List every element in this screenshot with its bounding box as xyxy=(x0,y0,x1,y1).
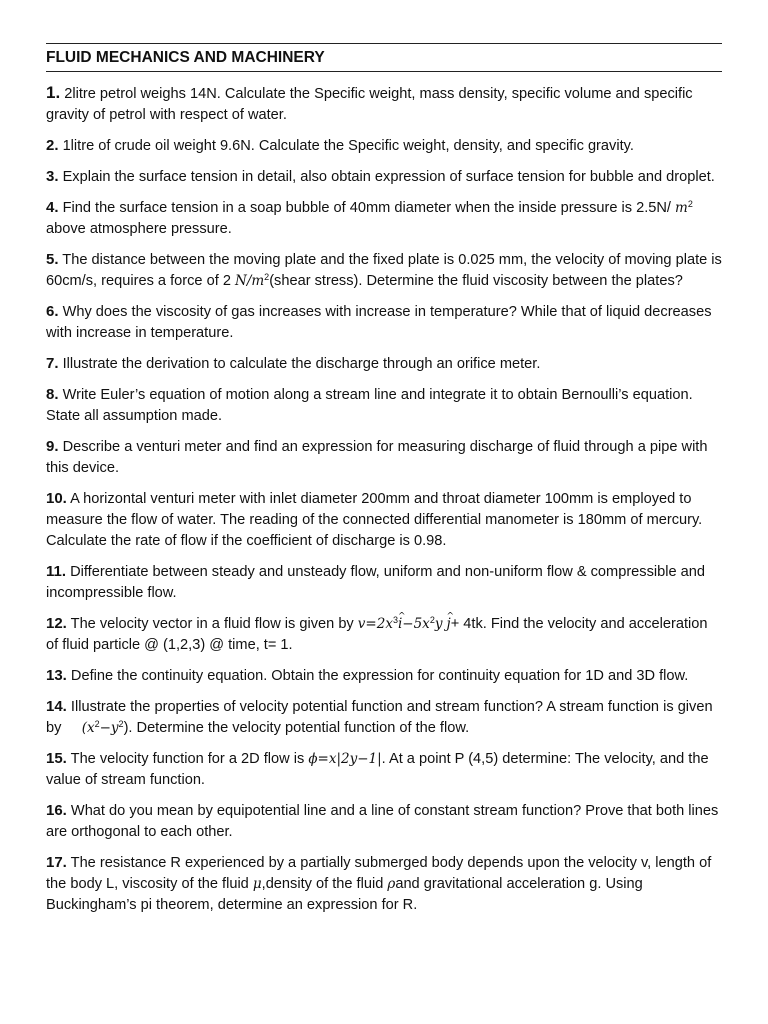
math-expression: −y xyxy=(99,720,119,736)
math-expression: ϕ=x|2y−1| xyxy=(308,751,382,767)
document-page xyxy=(46,43,722,925)
question-text: and gravitational acceleration g. Using Buckingham’s pi theorem, determine an expression for R. xyxy=(46,876,643,913)
question-number: 8. xyxy=(46,386,59,403)
exponent: 2 xyxy=(118,719,124,729)
question-text: Describe a venturi meter and find an expression for measuring discharge of fluid through a pipe with this device. xyxy=(46,439,708,476)
math-symbol: μ xyxy=(252,876,262,892)
question-text: ). Determine the velocity potential function of the flow. xyxy=(123,720,470,736)
question-4 xyxy=(46,197,722,240)
question-number: 12. xyxy=(46,615,67,632)
question-number: 15. xyxy=(46,750,67,767)
question-text: Define the continuity equation. Obtain the expression for continuity equation for 1D and 3D flow. xyxy=(66,668,689,684)
question-number: 10. xyxy=(46,490,67,507)
math-expression: y xyxy=(434,616,443,632)
question-text: Differentiate between steady and unsteady flow, uniform and non-uniform flow & compressible and incompressible flow. xyxy=(46,564,706,601)
question-number: 5. xyxy=(46,251,59,268)
question-1 xyxy=(46,82,722,126)
question-text: What do you mean by equipotential line and a line of constant stream function? Prove that both lines are orthogonal to each other. xyxy=(46,803,719,840)
question-text: ,density of the fluid xyxy=(261,876,388,892)
question-text: 2litre petrol weighs 14N. Calculate the Specific weight, mass density, specific volume and specific gravity of petrol with respect of water. xyxy=(46,86,693,123)
title-rule xyxy=(46,71,722,72)
question-text: The velocity function for a 2D flow is xyxy=(66,751,309,767)
math-expression: (x xyxy=(81,720,95,736)
document-title: FLUID MECHANICS AND MACHINERY xyxy=(46,49,325,66)
question-6 xyxy=(46,301,722,344)
question-text: . At a point P (4,5) determine: The velocity, and the value of stream function. xyxy=(46,751,709,788)
exponent: 2 xyxy=(429,615,435,625)
question-number: 1. xyxy=(46,83,61,102)
exponent: 2 xyxy=(687,199,693,209)
exponent: 3 xyxy=(392,615,398,625)
question-text: Why does the viscosity of gas increases with increase in temperature? While that of liquid decreases with increase in temperature. xyxy=(46,304,712,341)
question-14 xyxy=(46,696,722,739)
question-number: 11. xyxy=(46,563,67,580)
question-text: above atmosphere pressure. xyxy=(46,221,232,237)
question-number: 14. xyxy=(46,698,67,715)
question-text: (shear stress). Determine the fluid viscosity between the plates? xyxy=(269,273,683,289)
math-expression: j ^ xyxy=(447,614,451,635)
question-16 xyxy=(46,800,722,843)
question-text: Write Euler’s equation of motion along a stream line and integrate it to obtain Bernoulli’s equation. State all assumption made. xyxy=(46,387,693,424)
question-text: Illustrate the derivation to calculate the discharge through an orifice meter. xyxy=(58,356,541,372)
question-number: 17. xyxy=(46,854,67,871)
question-text: A horizontal venturi meter with inlet diameter 200mm and throat diameter 100mm is employed to measure the flow of water. The reading of the connected differential manometer is 180mm of mercury. Calculate the rate of flow if the coefficient of discharge is 0.98. xyxy=(46,491,703,549)
question-text: 1litre of crude oil weight 9.6N. Calculate the Specific weight, density, and specific gravity. xyxy=(58,138,634,154)
question-number: 9. xyxy=(46,438,59,455)
question-11 xyxy=(46,561,722,604)
question-text: The resistance R experienced by a partially submerged body depends upon the velocity v, length of the body L, viscosity of the fluid xyxy=(46,855,712,892)
math-unit: m xyxy=(675,200,688,216)
question-9 xyxy=(46,436,722,479)
exponent: 2 xyxy=(264,272,270,282)
question-number: 13. xyxy=(46,667,67,684)
question-number: 6. xyxy=(46,303,59,320)
question-3 xyxy=(46,166,722,188)
question-number: 7. xyxy=(46,355,59,372)
math-expression: i−5x ^ xyxy=(398,614,430,635)
question-2 xyxy=(46,135,722,157)
math-expression: v=2x xyxy=(357,616,393,632)
question-number: 16. xyxy=(46,802,67,819)
math-symbol: ρ xyxy=(387,876,396,892)
question-number: 3. xyxy=(46,168,59,185)
question-15 xyxy=(46,748,722,791)
question-text: The velocity vector in a fluid flow is given by xyxy=(66,616,358,632)
question-17 xyxy=(46,852,722,916)
question-13 xyxy=(46,665,722,687)
question-number: 2. xyxy=(46,137,59,154)
question-number: 4. xyxy=(46,199,59,216)
question-12 xyxy=(46,613,722,656)
exponent: 2 xyxy=(94,719,100,729)
math-unit: N/m xyxy=(235,273,265,289)
question-text: + 4tk. Find the velocity and acceleration of fluid particle @ (1,2,3) @ time, t= 1. xyxy=(46,616,708,653)
question-text: Illustrate the properties of velocity potential function and stream function? A stream function is given by xyxy=(46,699,713,736)
question-7 xyxy=(46,353,722,375)
question-8 xyxy=(46,384,722,427)
question-5 xyxy=(46,249,722,292)
question-10 xyxy=(46,488,722,552)
question-text: Explain the surface tension in detail, also obtain expression of surface tension for bubble and droplet. xyxy=(58,169,715,185)
question-text: The distance between the moving plate and the fixed plate is 0.025 mm, the velocity of moving plate is 60cm/s, requires a force of 2 xyxy=(46,252,722,289)
question-text: Find the surface tension in a soap bubble of 40mm diameter when the inside pressure is 2.5N/ xyxy=(58,200,676,216)
